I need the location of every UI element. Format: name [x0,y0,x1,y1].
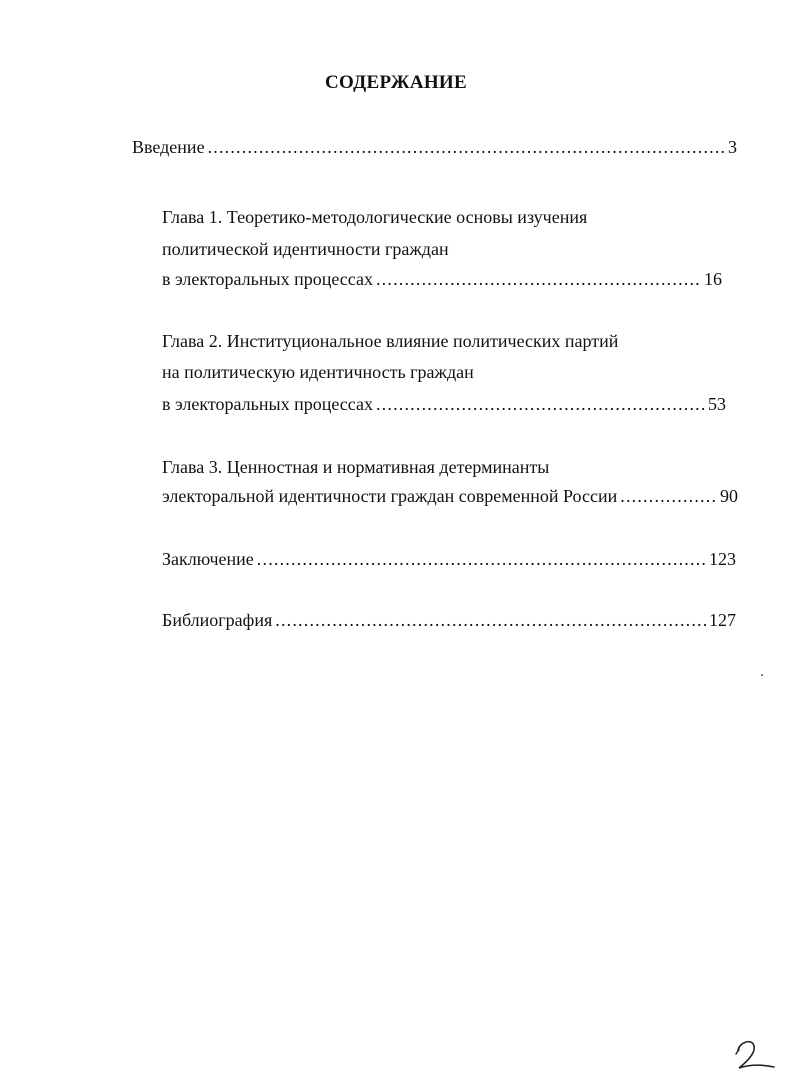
toc-page-number: 90 [720,486,738,506]
toc-entry-ch2 [162,393,726,415]
handwritten-page-number [730,1030,780,1075]
toc-page-number: 3 [728,137,737,157]
toc-label: в электоральных процессах [162,269,373,289]
toc-entry-intro [132,136,737,158]
page-title: СОДЕРЖАНИЕ [325,72,467,93]
toc-label: электоральной идентичности граждан современной России [162,486,618,506]
toc-page-number: 53 [708,394,726,414]
toc-entry-ch3 [162,485,738,507]
toc-entry-ch2-line1: Глава 2. Институциональное влияние политических партий [162,331,619,351]
toc-entry-ch2-line2: на политическую идентичность граждан [162,362,474,382]
toc-page-number: 16 [704,269,722,289]
toc-entry-ch1-line1: Глава 1. Теоретико-методологические основы изучения [162,207,588,227]
toc-label: Введение [132,137,205,157]
toc-page-number: 123 [709,549,736,569]
toc-label: Заключение [162,549,254,569]
toc-entry-ch1-line2: политической идентичности граждан [162,239,449,259]
toc-entry-ch1 [162,268,722,290]
dot-leader [275,609,706,631]
dot-leader [257,548,706,570]
toc-label: Библиография [162,610,273,630]
toc-entry-conclusion [162,548,736,570]
toc-page-number: 127 [709,610,736,630]
toc-entry-bibliography [162,609,736,631]
scan-speck [761,674,763,676]
dot-leader [620,485,717,507]
dot-leader [208,136,725,158]
dot-leader [376,268,701,290]
toc-entry-ch3-line1: Глава 3. Ценностная и нормативная детерминанты [162,457,550,477]
dot-leader [376,393,705,415]
toc-label: в электоральных процессах [162,394,373,414]
